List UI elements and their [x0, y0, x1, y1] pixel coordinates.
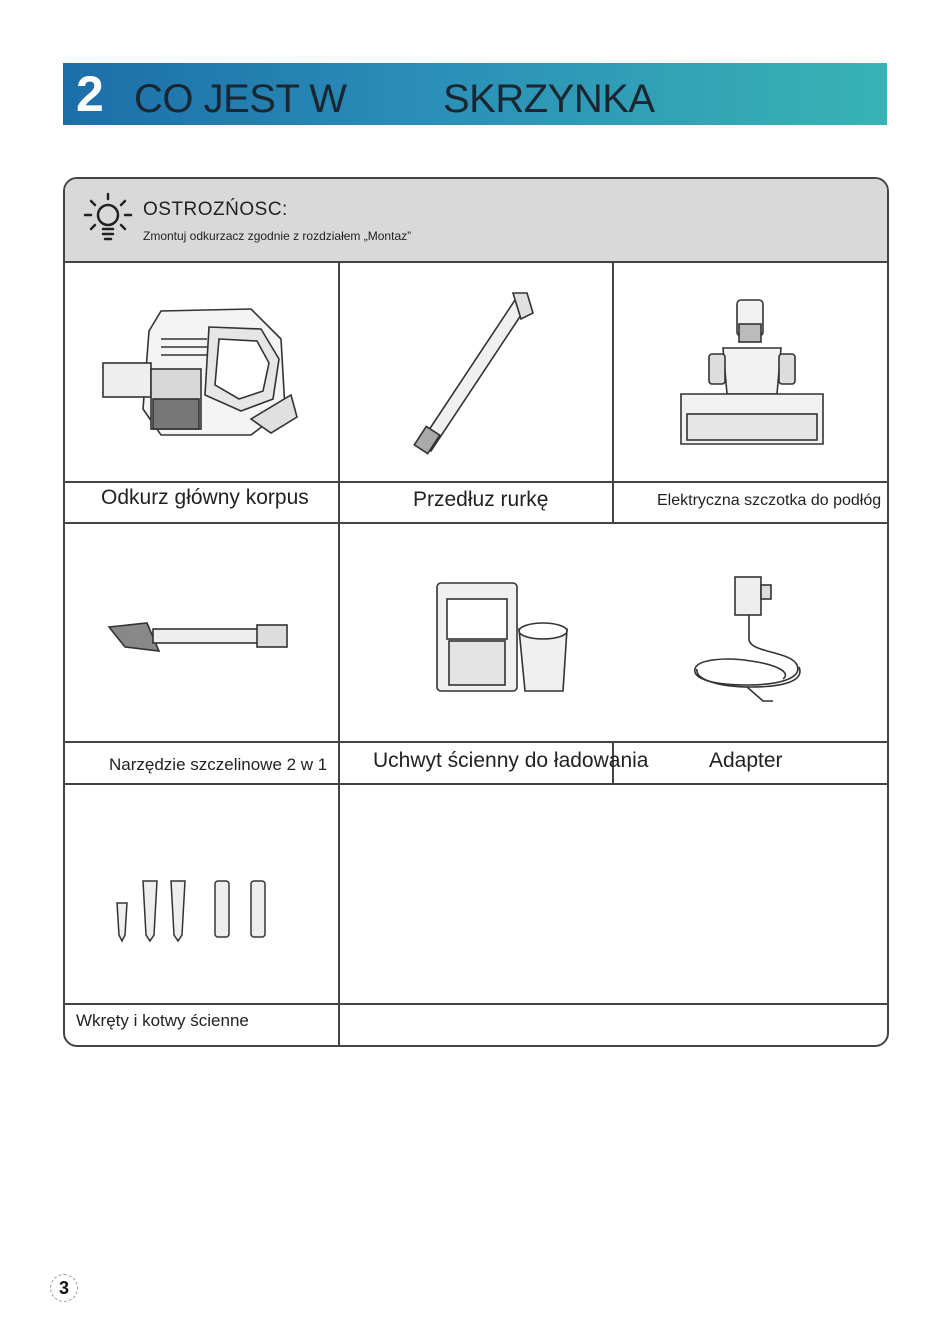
grid-line — [65, 522, 887, 524]
grid-line — [65, 481, 887, 483]
lightbulb-icon — [83, 191, 133, 247]
item-label-adapter: Adapter — [709, 749, 783, 772]
section-number: 2 — [76, 66, 104, 122]
item-label-main-body: Odkurz główny korpus — [101, 486, 309, 509]
grid-line — [65, 1003, 887, 1005]
extension-tube-icon — [405, 289, 555, 459]
contents-table — [63, 177, 889, 1047]
crevice-tool-icon — [107, 617, 293, 657]
section-title-part1: CO JEST W — [134, 77, 347, 121]
grid-line — [338, 261, 340, 1045]
item-label-floor-brush: Elektryczna szczotka do podłóg — [657, 492, 882, 509]
item-label-crevice-tool: Narzędzie szczelinowe 2 w 1 — [109, 755, 328, 774]
caution-text: Zmontuj odkurzacz zgodnie z rozdziałem „Montaz” — [143, 229, 412, 243]
floor-brush-icon — [677, 294, 827, 454]
adapter-icon — [687, 569, 813, 709]
grid-line — [65, 783, 887, 785]
grid-line — [612, 261, 614, 523]
vacuum-main-body-icon — [101, 299, 311, 449]
item-label-wall-mount: Uchwyt ścienny do ładowania — [373, 749, 649, 772]
section-title-part2: SKRZYNKA — [443, 77, 655, 121]
wall-mount-icon — [435, 579, 571, 701]
page-number: 3 — [50, 1274, 78, 1302]
item-label-extension-tube: Przedłuz rurkę — [413, 488, 549, 511]
screws-anchors-icon — [109, 877, 279, 947]
grid-line — [65, 741, 887, 743]
item-label-screws: Wkręty i kotwy ścienne — [76, 1011, 249, 1030]
caution-title: OSTROZŃOSC: — [143, 199, 288, 220]
caution-banner — [65, 179, 887, 263]
